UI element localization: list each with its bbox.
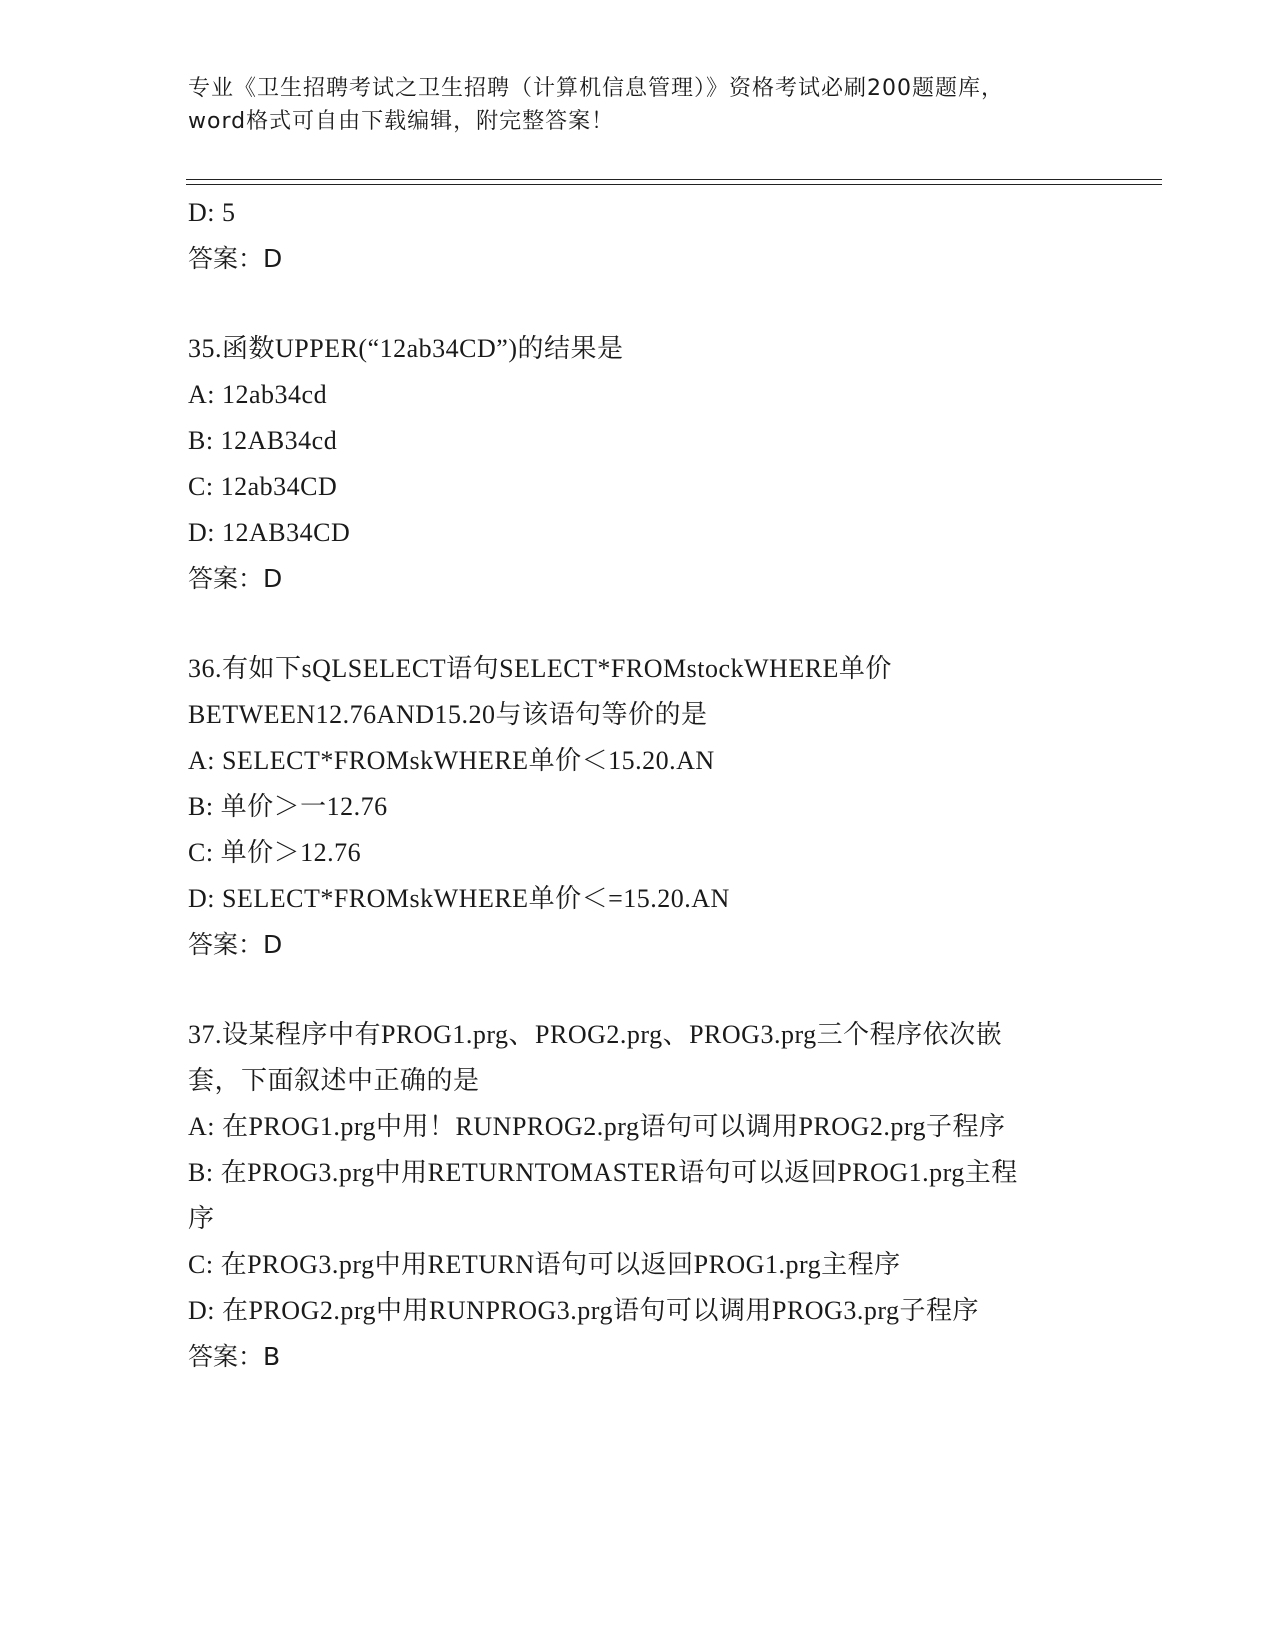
spacer xyxy=(188,602,1088,646)
question-36 xyxy=(188,646,1088,968)
answer-line: 答案：B xyxy=(188,1342,281,1371)
spacer xyxy=(188,968,1088,1012)
question-stem-line-2: 套，下面叙述中正确的是 xyxy=(188,1066,480,1095)
question-stem-line-2: BETWEEN12.76AND15.20与该语句等价的是 xyxy=(188,700,708,729)
question-content xyxy=(188,190,1088,1380)
option-c: C: 在PROG3.prg中用RETURN语句可以返回PROG1.prg主程序 xyxy=(188,1250,901,1279)
spacer xyxy=(188,282,1088,326)
option-c: C: 单价＞12.76 xyxy=(188,838,362,867)
option-a: A: 在PROG1.prg中用！RUNPROG2.prg语句可以调用PROG2.prg子程序 xyxy=(188,1112,1006,1141)
answer-line: 答案：D xyxy=(188,564,283,593)
option-d: D: 在PROG2.prg中用RUNPROG3.prg语句可以调用PROG3.prg子程序 xyxy=(188,1296,980,1325)
option-b-line-1: B: 在PROG3.prg中用RETURNTOMASTER语句可以返回PROG1.prg主程 xyxy=(188,1158,1018,1187)
answer-line: 答案：D xyxy=(188,930,283,959)
option-d: D: SELECT*FROMskWHERE单价＜=15.20.AN xyxy=(188,884,730,913)
option-d: D: 5 xyxy=(188,198,236,227)
header-divider-top xyxy=(186,179,1162,180)
answer-line: 答案：D xyxy=(188,244,283,273)
document-header xyxy=(188,72,1088,138)
question-34-tail xyxy=(188,190,1088,282)
question-stem: 35.函数UPPER(“12ab34CD”)的结果是 xyxy=(188,334,624,363)
question-stem-line-1: 37.设某程序中有PROG1.prg、PROG2.prg、PROG3.prg三个程序依次嵌 xyxy=(188,1020,1003,1049)
option-a: A: 12ab34cd xyxy=(188,380,328,409)
option-a: A: SELECT*FROMskWHERE单价＜15.20.AN xyxy=(188,746,715,775)
option-d: D: 12AB34CD xyxy=(188,518,351,547)
question-stem-line-1: 36.有如下sQLSELECT语句SELECT*FROMstockWHERE单价 xyxy=(188,654,892,683)
question-35 xyxy=(188,326,1088,602)
question-37 xyxy=(188,1012,1088,1380)
header-title-line-2: word格式可自由下载编辑，附完整答案！ xyxy=(188,109,615,134)
header-divider-bottom xyxy=(186,184,1162,185)
header-title-line-1: 专业《卫生招聘考试之卫生招聘（计算机信息管理）》资格考试必刷200题题库， xyxy=(188,76,1004,101)
option-b: B: 单价＞一12.76 xyxy=(188,792,388,821)
option-c: C: 12ab34CD xyxy=(188,472,338,501)
option-b: B: 12AB34cd xyxy=(188,426,338,455)
option-b-line-2: 序 xyxy=(188,1204,215,1233)
